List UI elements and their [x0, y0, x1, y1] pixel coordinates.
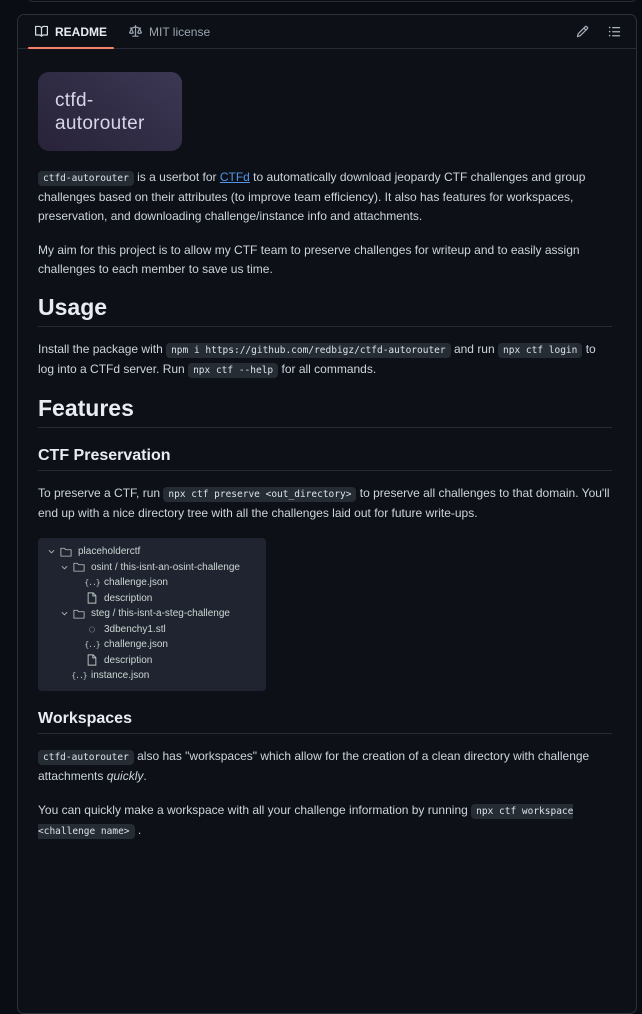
directory-tree-screenshot [38, 538, 266, 691]
inline-code: npx ctf --help [188, 363, 278, 378]
tree-row [38, 606, 266, 622]
tree-row [38, 637, 266, 653]
file-icon [84, 592, 100, 604]
3d-model-icon: ◌ [88, 622, 96, 637]
tree-row [38, 653, 266, 669]
tab-mit-license[interactable] [118, 15, 221, 48]
readme-content [18, 49, 636, 886]
inline-code: npx ctf preserve <out_directory> [163, 487, 356, 502]
folder-icon [58, 546, 74, 558]
ctfd-link[interactable]: CTFd [219, 170, 250, 184]
project-logo [38, 72, 182, 151]
usage-heading: Usage [38, 295, 612, 327]
outline-button[interactable] [602, 20, 626, 44]
inline-code: ctfd-autorouter [38, 171, 134, 186]
workspaces-paragraph-1: ctfd-autorouter also has "workspaces" which allow for the creation of a clean directory with challenge attachments quickly. [38, 748, 590, 783]
tab-readme-label: README [55, 24, 108, 39]
chevron-down-icon [45, 547, 58, 556]
json-icon: {..} [84, 578, 100, 588]
tree-item-label: osint / this-isnt-an-osint-challenge [91, 561, 240, 573]
json-icon: {..} [84, 640, 100, 650]
tree-item-label: instance.json [91, 670, 150, 682]
readme-card [17, 14, 637, 1014]
readme-actions [570, 15, 630, 48]
inline-code: npx ctf workspace <challenge name> [38, 805, 574, 837]
json-icon: {..} [71, 671, 87, 681]
list-unordered-icon [608, 25, 621, 38]
preservation-paragraph: To preserve a CTF, run npx ctf preserve <out_directory> to preserve all challenges to that domain. You'll end up with a nice directory tree with all the challenges laid out for future write-ups. [38, 486, 610, 520]
tree-item-label: placeholderctf [78, 546, 141, 558]
previous-card-bottom-edge [27, 0, 637, 2]
tree-item-label: challenge.json [104, 577, 168, 589]
tree-item-label: 3dbenchy1.stl [104, 623, 166, 635]
readme-tabbar [18, 15, 636, 49]
workspaces-paragraph-2: You can quickly make a workspace with all your challenge information by running npx ctf workspace <challenge name> . [38, 802, 574, 837]
chevron-down-icon [58, 609, 71, 618]
book-icon [35, 25, 48, 38]
tree-row [38, 668, 266, 684]
tree-item-label: steg / this-isnt-a-steg-challenge [91, 608, 230, 620]
logo-line-2: autorouter [55, 112, 145, 134]
intro-paragraph: ctfd-autorouter is a userbot for CTFd to automatically download jeopardy CTF challenges and group challenges based on their attributes (to improve team efficiency). It also has features for workspaces, preservation, and downloading challenge/instance info and attachments. [38, 170, 586, 223]
tree-row [38, 575, 266, 591]
tree-row [38, 560, 266, 576]
chevron-down-icon [58, 563, 71, 572]
tab-readme[interactable] [24, 15, 118, 48]
tree-row [38, 622, 266, 638]
law-icon [129, 25, 142, 38]
tree-row [38, 591, 266, 607]
tree-row [38, 544, 266, 560]
tab-mit-license-label: MIT license [149, 24, 211, 39]
usage-paragraph: Install the package with npm i https://github.com/redbigz/ctfd-autorouter and run npx ctf login to log into a CTFd server. Run npx ctf --help for all commands. [38, 342, 596, 376]
tree-item-label: description [104, 654, 153, 666]
aim-paragraph: My aim for this project is to allow my CTF team to preserve challenges for writeup and to easily assign challenges to each member to save us time. [38, 243, 580, 276]
emphasis-text: quickly [106, 768, 144, 783]
file-icon [84, 654, 100, 666]
pencil-icon [576, 25, 589, 38]
folder-icon [71, 608, 87, 620]
active-tab-underline [28, 47, 114, 49]
ctf-preservation-heading: CTF Preservation [38, 446, 612, 471]
features-heading: Features [38, 396, 612, 428]
inline-code: npm i https://github.com/redbigz/ctfd-autorouter [166, 343, 451, 358]
folder-icon [71, 561, 87, 573]
tree-item-label: challenge.json [104, 639, 168, 651]
edit-readme-button[interactable] [570, 20, 594, 44]
tree-item-label: description [104, 592, 153, 604]
inline-code: npx ctf login [498, 343, 582, 358]
inline-code: ctfd-autorouter [38, 750, 134, 765]
workspaces-heading: Workspaces [38, 709, 612, 734]
logo-line-1: ctfd- [55, 89, 94, 111]
